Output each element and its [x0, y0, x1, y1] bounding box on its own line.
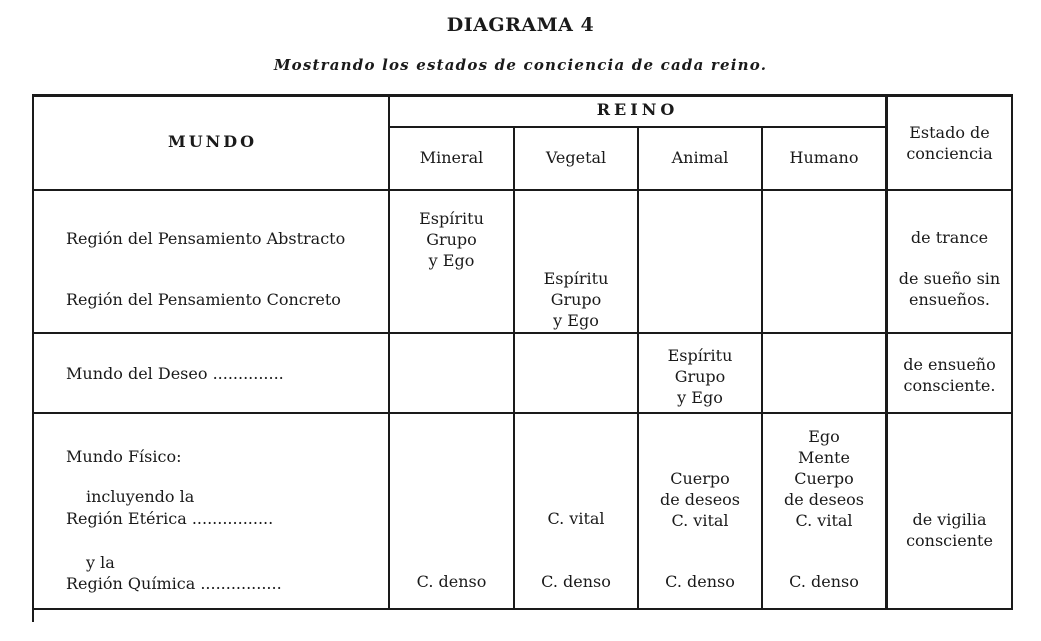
col-divider-humano — [761, 126, 763, 610]
cell-text: Cuerpo — [794, 469, 854, 488]
row-label-concreto: Región del Pensamiento Concreto — [66, 290, 341, 309]
row-label-abstracto: Región del Pensamiento Abstracto — [66, 229, 346, 248]
table-top-border — [33, 94, 1013, 97]
estado-ensueno — [888, 354, 1011, 396]
cell-text: de deseos — [783, 490, 865, 509]
estado-trance: de trance — [910, 228, 989, 247]
estado-vigilia-line2: consciente — [906, 531, 993, 550]
row-label-yla: y la — [86, 553, 115, 572]
cell-text: Cuerpo — [670, 469, 730, 488]
cell-text: de deseos — [659, 490, 741, 509]
header-estado-line1: Estado de — [909, 123, 990, 142]
cell-animal-cuerpos — [639, 468, 761, 531]
header-reino: REINO — [596, 100, 679, 119]
cell-vegetal-denso: C. denso — [541, 572, 611, 591]
cell-text: Grupo — [426, 230, 477, 249]
header-estado — [888, 122, 1011, 164]
estado-sueno-line1: de sueño sin — [898, 269, 1001, 288]
col-divider-vegetal — [513, 126, 515, 610]
cell-text: C. vital — [795, 511, 853, 530]
row-label-quimica: Región Química ................ — [66, 574, 282, 593]
cell-text: C. vital — [671, 511, 729, 530]
header-bottom-border — [33, 189, 1013, 191]
cell-animal-denso: C. denso — [665, 572, 735, 591]
cell-text: y Ego — [553, 311, 599, 330]
cell-humano-denso: C. denso — [789, 572, 859, 591]
header-estado-line2: conciencia — [906, 144, 993, 163]
estado-vigilia-line1: de vigilia — [912, 510, 987, 529]
header-mineral: Mineral — [419, 148, 484, 167]
cell-text: Ego — [808, 427, 840, 446]
cell-text: y Ego — [677, 388, 723, 407]
row-divider-deseo — [33, 412, 1013, 414]
cell-text: Grupo — [550, 290, 602, 309]
estado-ensueno-line2: consciente. — [903, 376, 996, 395]
cell-mineral-denso: C. denso — [416, 572, 487, 591]
row-label-eterica: Región Etérica ................ — [66, 509, 274, 528]
header-mundo: MUNDO — [168, 132, 258, 151]
cell-vegetal-espiritu-grupo — [515, 268, 637, 331]
cell-text: Espíritu — [543, 269, 609, 288]
estado-sueno — [888, 268, 1011, 310]
col-divider-mundo — [388, 94, 390, 610]
estado-vigilia — [888, 509, 1011, 551]
row-label-fisico: Mundo Físico: — [66, 447, 182, 466]
cell-text: Espíritu — [419, 209, 484, 228]
header-animal: Animal — [671, 148, 729, 167]
estado-ensueno-line1: de ensueño — [903, 355, 996, 374]
estado-sueno-line2: ensueños. — [909, 290, 990, 309]
diagram-title: DIAGRAMA 4 — [446, 14, 595, 36]
cell-text: y Ego — [428, 251, 475, 270]
cell-humano-cuerpos — [763, 426, 885, 531]
cell-text: Mente — [797, 448, 851, 467]
table-left-border — [32, 94, 34, 622]
cell-text: Espíritu — [667, 346, 733, 365]
cell-mineral-espiritu-grupo — [390, 208, 513, 271]
row-label-incluyendo: incluyendo la — [86, 487, 195, 506]
table-bottom-border — [33, 608, 1013, 610]
diagram-subtitle: Mostrando los estados de conciencia de cada reino. — [273, 56, 768, 74]
cell-animal-espiritu-grupo — [639, 345, 761, 408]
row-label-deseo: Mundo del Deseo .............. — [66, 364, 284, 383]
cell-vegetal-vital: C. vital — [547, 509, 605, 528]
table-right-border — [1011, 94, 1013, 610]
header-vegetal: Vegetal — [545, 148, 607, 167]
header-humano: Humano — [789, 148, 859, 167]
row-divider-mental — [33, 332, 1013, 334]
cell-text: Grupo — [674, 367, 726, 386]
